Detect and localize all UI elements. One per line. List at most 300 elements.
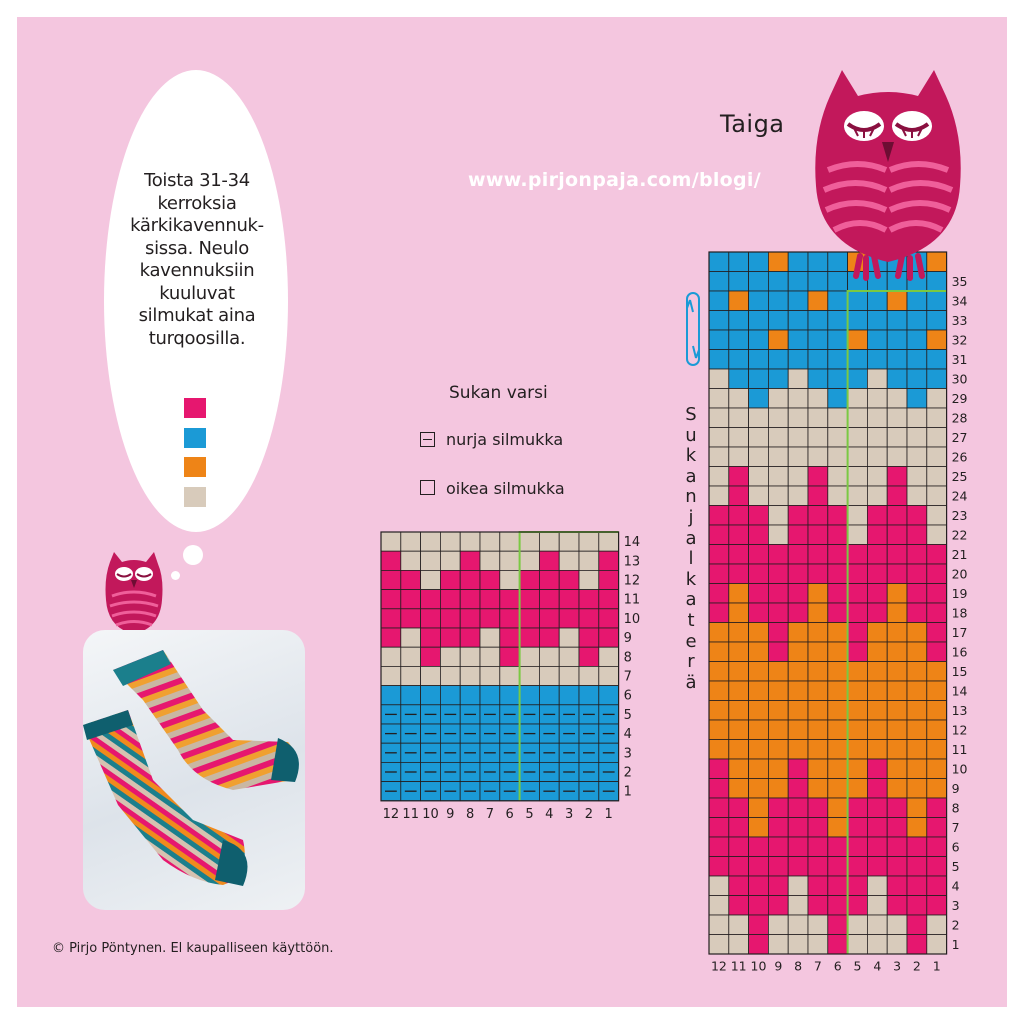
chart-cell [729, 506, 749, 526]
chart-cell [559, 647, 579, 666]
chart-cell [500, 532, 520, 551]
chart-cell [808, 330, 828, 350]
row-number-label: 5 [951, 858, 960, 874]
chart-cell [848, 486, 868, 506]
chart-cell [729, 701, 749, 721]
chart-cell [848, 779, 868, 799]
column-number-label: 6 [505, 806, 514, 822]
chart-cell [848, 935, 868, 955]
chart-cell [828, 447, 848, 467]
chart-cell [828, 408, 848, 428]
chart-cell [729, 252, 749, 272]
chart-cell [808, 896, 828, 916]
chart-cell [599, 647, 619, 666]
chart-cell [788, 837, 808, 857]
chart-cell [729, 720, 749, 740]
chart-cell [907, 759, 927, 779]
row-number-label: 3 [623, 746, 632, 762]
instruction-line: kerroksia [157, 192, 237, 214]
chart-cell [907, 642, 927, 662]
vertical-label-letter: e [685, 630, 697, 652]
chart-cell [927, 915, 947, 935]
chart-cell [867, 662, 887, 682]
chart-cell [867, 896, 887, 916]
chart-cell [500, 647, 520, 666]
chart-cell [907, 681, 927, 701]
big-knitting-chart [695, 240, 985, 990]
row-number-label: 4 [623, 727, 632, 743]
chart-cell [421, 647, 441, 666]
chart-cell [579, 666, 599, 685]
chart-cell [749, 389, 769, 409]
row-number-label: 1 [951, 936, 960, 952]
chart-cell [788, 272, 808, 292]
chart-cell [579, 628, 599, 647]
chart-cell [927, 311, 947, 331]
chart-cell [848, 603, 868, 623]
vertical-label-letter: a [685, 527, 697, 549]
chart-cell [709, 935, 729, 955]
chart-cell [848, 759, 868, 779]
chart-cell [907, 623, 927, 643]
chart-cell [500, 590, 520, 609]
chart-cell [927, 720, 947, 740]
chart-cell [907, 701, 927, 721]
chart-cell [828, 486, 848, 506]
chart-cell [729, 272, 749, 292]
row-number-label: 1 [623, 784, 632, 800]
vertical-label-letter: t [687, 609, 695, 631]
chart-cell [709, 389, 729, 409]
row-number-label: 24 [951, 488, 968, 504]
chart-cell [808, 818, 828, 838]
chart-cell [480, 532, 500, 551]
chart-cell [768, 818, 788, 838]
chart-cell [709, 662, 729, 682]
chart-cell [808, 369, 828, 389]
chart-cell [768, 681, 788, 701]
chart-cell [749, 740, 769, 760]
chart-cell [579, 647, 599, 666]
chart-cell [768, 545, 788, 565]
chart-cell [749, 408, 769, 428]
vertical-label-letter: ä [685, 671, 697, 693]
chart-cell [709, 272, 729, 292]
chart-cell [848, 740, 868, 760]
chart-cell [709, 428, 729, 448]
chart-cell [927, 642, 947, 662]
chart-cell [927, 837, 947, 857]
chart-cell [539, 686, 559, 705]
chart-cell [828, 350, 848, 370]
chart-cell [788, 564, 808, 584]
instruction-line: kärkikavennuk- [130, 215, 264, 236]
chart-cell [828, 759, 848, 779]
row-number-label: 35 [951, 273, 968, 289]
chart-cell [768, 642, 788, 662]
chart-cell [808, 642, 828, 662]
chart-cell [848, 369, 868, 389]
chart-cell [848, 818, 868, 838]
chart-cell [729, 311, 749, 331]
chart-cell [749, 330, 769, 350]
chart-cell [848, 798, 868, 818]
chart-cell [480, 666, 500, 685]
column-number-label: 7 [813, 958, 822, 974]
chart-cell [788, 857, 808, 877]
chart-cell [440, 647, 460, 666]
chart-cell [729, 545, 749, 565]
chart-cell [729, 915, 749, 935]
chart-cell [907, 467, 927, 487]
chart-cell [867, 779, 887, 799]
row-number-label: 15 [951, 663, 968, 679]
chart-cell [867, 350, 887, 370]
vertical-label-letter: k [685, 445, 697, 467]
chart-cell [907, 818, 927, 838]
chart-cell [768, 350, 788, 370]
row-number-label: 29 [951, 390, 968, 406]
chart-cell [828, 662, 848, 682]
chart-cell [927, 369, 947, 389]
chart-cell [788, 935, 808, 955]
chart-cell [828, 369, 848, 389]
chart-cell [729, 428, 749, 448]
chart-cell [788, 525, 808, 545]
chart-cell [440, 570, 460, 589]
chart-cell [907, 291, 927, 311]
column-number-label: 10 [422, 806, 439, 822]
chart-cell [828, 935, 848, 955]
column-number-label: 8 [794, 958, 803, 974]
chart-cell [768, 935, 788, 955]
chart-cell [788, 584, 808, 604]
chart-cell [788, 545, 808, 565]
chart-cell [887, 408, 907, 428]
row-number-label: 13 [951, 702, 968, 718]
chart-cell [848, 896, 868, 916]
column-number-label: 4 [545, 806, 554, 822]
chart-cell [768, 662, 788, 682]
chart-cell [709, 350, 729, 370]
chart-cell [788, 759, 808, 779]
chart-cell [768, 603, 788, 623]
chart-cell [828, 545, 848, 565]
chart-cell [867, 486, 887, 506]
chart-cell [808, 525, 828, 545]
chart-cell [520, 686, 540, 705]
chart-cell [579, 609, 599, 628]
chart-cell [808, 467, 828, 487]
chart-cell [599, 551, 619, 570]
chart-cell [539, 609, 559, 628]
chart-cell [808, 389, 828, 409]
chart-cell [887, 486, 907, 506]
chart-cell [907, 857, 927, 877]
chart-cell [927, 603, 947, 623]
chart-cell [709, 720, 729, 740]
chart-cell [828, 779, 848, 799]
chart-cell [709, 740, 729, 760]
chart-cell [500, 666, 520, 685]
chart-cell [768, 330, 788, 350]
chart-cell [848, 564, 868, 584]
chart-cell [848, 720, 868, 740]
chart-cell [729, 779, 749, 799]
chart-cell [381, 570, 401, 589]
legend-heading: Sukan varsi [449, 383, 548, 403]
chart-cell [480, 609, 500, 628]
chart-cell [887, 564, 907, 584]
chart-cell [381, 532, 401, 551]
chart-cell [848, 584, 868, 604]
chart-cell [927, 545, 947, 565]
column-number-label: 6 [833, 958, 842, 974]
chart-cell [768, 272, 788, 292]
chart-cell [907, 330, 927, 350]
chart-cell [729, 935, 749, 955]
chart-cell [887, 369, 907, 389]
chart-cell [927, 584, 947, 604]
chart-cell [887, 525, 907, 545]
chart-cell [381, 609, 401, 628]
chart-cell [828, 915, 848, 935]
chart-cell [808, 428, 828, 448]
chart-cell [749, 506, 769, 526]
chart-cell [848, 642, 868, 662]
chart-cell [808, 857, 828, 877]
column-number-label: 12 [710, 958, 727, 974]
chart-cell [559, 609, 579, 628]
chart-cell [867, 857, 887, 877]
chart-cell [599, 609, 619, 628]
chart-cell [500, 551, 520, 570]
chart-cell [599, 590, 619, 609]
color-swatch-pink [184, 398, 206, 418]
color-swatch-turquoise [184, 428, 206, 448]
chart-cell [828, 525, 848, 545]
chart-cell [927, 447, 947, 467]
chart-cell [440, 551, 460, 570]
chart-cell [927, 779, 947, 799]
chart-cell [788, 506, 808, 526]
chart-cell [421, 551, 441, 570]
row-number-label: 28 [951, 410, 968, 426]
chart-cell [788, 662, 808, 682]
chart-cell [788, 291, 808, 311]
chart-cell [749, 642, 769, 662]
chart-cell [927, 428, 947, 448]
chart-cell [729, 818, 749, 838]
chart-cell [709, 837, 729, 857]
row-number-label: 10 [951, 761, 968, 777]
vertical-label-letter: r [687, 651, 695, 673]
chart-cell [867, 740, 887, 760]
chart-cell [768, 857, 788, 877]
chart-cell [440, 609, 460, 628]
vertical-label-letter: a [685, 465, 697, 487]
chart-cell [887, 740, 907, 760]
chart-cell [768, 408, 788, 428]
chart-cell [887, 779, 907, 799]
row-number-label: 14 [951, 683, 968, 699]
chart-cell [887, 467, 907, 487]
chart-cell [907, 350, 927, 370]
chart-cell [887, 935, 907, 955]
instruction-text [120, 170, 274, 350]
column-number-label: 2 [912, 958, 921, 974]
chart-cell [907, 564, 927, 584]
chart-cell [907, 779, 927, 799]
chart-cell [808, 876, 828, 896]
chart-cell [828, 389, 848, 409]
chart-cell [709, 525, 729, 545]
chart-cell [539, 551, 559, 570]
legend-purl-label: nurja silmukka [446, 430, 564, 449]
chart-cell [460, 686, 480, 705]
chart-cell [788, 311, 808, 331]
chart-cell [520, 551, 540, 570]
chart-cell [768, 467, 788, 487]
chart-cell [848, 311, 868, 331]
chart-cell [768, 896, 788, 916]
chart-cell [401, 551, 421, 570]
chart-cell [709, 545, 729, 565]
chart-cell [867, 935, 887, 955]
chart-cell [867, 369, 887, 389]
chart-cell [788, 350, 808, 370]
chart-cell [788, 915, 808, 935]
chart-cell [887, 545, 907, 565]
row-number-label: 10 [623, 611, 641, 627]
chart-cell [848, 506, 868, 526]
chart-cell [848, 291, 868, 311]
column-number-label: 4 [873, 958, 882, 974]
chart-cell [867, 701, 887, 721]
row-number-label: 13 [623, 554, 641, 570]
instruction-line: kavennuksiin [139, 260, 255, 281]
row-number-label: 33 [951, 312, 968, 328]
chart-cell [808, 798, 828, 818]
chart-cell [709, 857, 729, 877]
color-swatch-beige [184, 487, 206, 507]
chart-cell [887, 915, 907, 935]
chart-cell [848, 428, 868, 448]
chart-cell [480, 590, 500, 609]
chart-cell [768, 564, 788, 584]
blog-url-link[interactable]: www.pirjonpaja.com/blogi/ [468, 169, 761, 191]
chart-cell [867, 330, 887, 350]
chart-cell [749, 701, 769, 721]
chart-cell [828, 876, 848, 896]
chart-cell [729, 369, 749, 389]
chart-cell [867, 564, 887, 584]
chart-cell [749, 818, 769, 838]
chart-cell [729, 662, 749, 682]
chart-cell [749, 350, 769, 370]
chart-cell [828, 818, 848, 838]
chart-cell [867, 467, 887, 487]
chart-cell [749, 525, 769, 545]
big-owl-icon [808, 66, 968, 281]
chart-cell [808, 623, 828, 643]
chart-cell [887, 350, 907, 370]
chart-cell [768, 311, 788, 331]
chart-cell [768, 389, 788, 409]
chart-cell [828, 837, 848, 857]
chart-cell [729, 291, 749, 311]
chart-cell [539, 532, 559, 551]
chart-cell [848, 545, 868, 565]
chart-cell [539, 666, 559, 685]
chart-cell [440, 628, 460, 647]
row-number-label: 32 [951, 332, 968, 348]
chart-cell [907, 603, 927, 623]
chart-cell [729, 837, 749, 857]
chart-cell [927, 408, 947, 428]
row-number-label: 21 [951, 546, 968, 562]
column-number-label: 10 [750, 958, 767, 974]
chart-cell [887, 701, 907, 721]
chart-cell [749, 311, 769, 331]
row-number-label: 34 [951, 293, 968, 309]
row-number-label: 20 [951, 566, 968, 582]
chart-cell [768, 837, 788, 857]
chart-cell [729, 642, 749, 662]
chart-cell [848, 681, 868, 701]
chart-cell [907, 486, 927, 506]
chart-cell [421, 666, 441, 685]
row-number-label: 16 [951, 644, 968, 660]
chart-cell [887, 584, 907, 604]
chart-cell [788, 603, 808, 623]
chart-cell [460, 590, 480, 609]
chart-cell [709, 798, 729, 818]
chart-cell [927, 662, 947, 682]
column-number-label: 9 [446, 806, 455, 822]
column-number-label: 2 [584, 806, 594, 822]
chart-cell [709, 818, 729, 838]
chart-cell [828, 740, 848, 760]
chart-cell [808, 447, 828, 467]
column-number-label: 9 [774, 958, 783, 974]
chart-cell [788, 486, 808, 506]
chart-cell [749, 252, 769, 272]
chart-cell [848, 330, 868, 350]
chart-cell [500, 628, 520, 647]
chart-cell [867, 837, 887, 857]
chart-cell [828, 506, 848, 526]
chart-cell [709, 759, 729, 779]
chart-cell [768, 915, 788, 935]
chart-cell [401, 628, 421, 647]
chart-cell [520, 590, 540, 609]
column-number-label: 1 [932, 958, 941, 974]
row-number-label: 3 [951, 897, 960, 913]
row-number-label: 31 [951, 351, 968, 367]
chart-cell [768, 291, 788, 311]
chart-cell [520, 647, 540, 666]
row-number-label: 26 [951, 449, 968, 465]
chart-cell [729, 603, 749, 623]
chart-cell [867, 642, 887, 662]
chart-cell [749, 447, 769, 467]
row-number-label: 4 [951, 878, 960, 894]
chart-cell [808, 506, 828, 526]
chart-cell [828, 896, 848, 916]
chart-cell [401, 686, 421, 705]
chart-cell [867, 584, 887, 604]
